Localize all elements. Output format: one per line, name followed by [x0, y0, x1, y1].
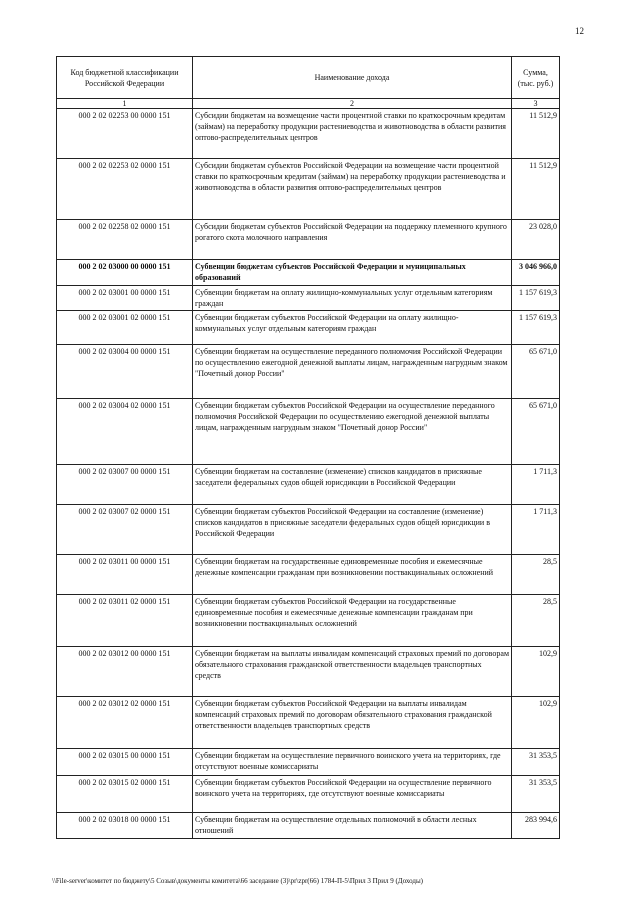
row-name: Субвенции бюджетам субъектов Российской Федерации на оплату жилищно-коммунальных услуг отдельным категориям граждан — [193, 311, 512, 345]
row-code: 000 2 02 03004 02 0000 151 — [57, 399, 193, 465]
table-row — [57, 697, 560, 749]
table-row — [57, 260, 560, 286]
table-row — [57, 647, 560, 697]
table-row — [57, 595, 560, 647]
row-code: 000 2 02 03011 00 0000 151 — [57, 555, 193, 595]
table-row — [57, 311, 560, 345]
row-name: Субвенции бюджетам на составление (изменение) списков кандидатов в присяжные заседатели федеральных судов общей юрисдикции в Российской Федерации — [193, 465, 512, 505]
table-row — [57, 345, 560, 399]
row-amount: 65 671,0 — [512, 345, 560, 399]
row-code: 000 2 02 03007 00 0000 151 — [57, 465, 193, 505]
row-amount: 3 046 966,0 — [512, 260, 560, 286]
row-name: Субсидии бюджетам на возмещение части процентной ставки по краткосрочным кредитам (займам) на переработку продукции растениеводства и животноводства в области развития оптово-распределительных центров — [193, 109, 512, 159]
row-code: 000 2 02 02258 02 0000 151 — [57, 220, 193, 260]
row-name: Субвенции бюджетам на осуществление переданного полномочия Российской Федерации по осуществлению ежегодной денежной выплаты лицам, награжденным нагрудным знаком "Почетный донор России" — [193, 345, 512, 399]
row-amount: 1 157 619,3 — [512, 286, 560, 311]
row-code: 000 2 02 02253 02 0000 151 — [57, 159, 193, 220]
row-code: 000 2 02 03012 00 0000 151 — [57, 647, 193, 697]
column-number-3: 3 — [512, 99, 560, 109]
row-name: Субвенции бюджетам субъектов Российской Федерации на составление (изменение) списков кандидатов в присяжные заседатели федеральных судов общей юрисдикции в Российской Федерации — [193, 505, 512, 555]
row-code: 000 2 02 03018 00 0000 151 — [57, 813, 193, 839]
row-amount: 283 994,6 — [512, 813, 560, 839]
row-name: Субвенции бюджетам субъектов Российской Федерации на осуществление первичного воинского учета на территориях, где отсутствуют военные комиссариаты — [193, 776, 512, 813]
row-amount: 28,5 — [512, 595, 560, 647]
header-code: Код бюджетной классификации Российской Федерации — [57, 57, 193, 99]
row-code: 000 2 02 03007 02 0000 151 — [57, 505, 193, 555]
page-number: 12 — [575, 26, 584, 36]
table-row — [57, 286, 560, 311]
row-name: Субсидии бюджетам субъектов Российской Федерации на возмещение части процентной ставки по краткосрочным кредитам (займам) на переработку продукции растениеводства и животноводства в области развития оптово-распределительных центров — [193, 159, 512, 220]
table-row — [57, 220, 560, 260]
revenue-table — [56, 56, 560, 839]
column-number-1: 1 — [57, 99, 193, 109]
row-amount: 23 028,0 — [512, 220, 560, 260]
table-row — [57, 159, 560, 220]
row-amount: 28,5 — [512, 555, 560, 595]
header-name: Наименование дохода — [193, 57, 512, 99]
row-code: 000 2 02 02253 00 0000 151 — [57, 109, 193, 159]
column-number-2: 2 — [193, 99, 512, 109]
row-code: 000 2 02 03015 00 0000 151 — [57, 749, 193, 776]
row-name: Субвенции бюджетам субъектов Российской Федерации и муниципальных образований — [193, 260, 512, 286]
row-code: 000 2 02 03011 02 0000 151 — [57, 595, 193, 647]
header-amount: Сумма, (тыс. руб.) — [512, 57, 560, 99]
table-row — [57, 505, 560, 555]
row-code: 000 2 02 03000 00 0000 151 — [57, 260, 193, 286]
row-code: 000 2 02 03015 02 0000 151 — [57, 776, 193, 813]
table-row — [57, 109, 560, 159]
table-row — [57, 399, 560, 465]
row-name: Субвенции бюджетам субъектов Российской Федерации на осуществление переданного полномочия Российской Федерации по осуществлению ежегодной денежной выплаты лицам, награжденным нагрудным знаком "Почетный донор России" — [193, 399, 512, 465]
row-amount: 1 711,3 — [512, 505, 560, 555]
table-row — [57, 465, 560, 505]
row-name: Субвенции бюджетам субъектов Российской Федерации на государственные единовременные пособия и ежемесячные денежные компенсации гражданам при возникновении поствакцинальных осложнений — [193, 595, 512, 647]
row-name: Субвенции бюджетам на осуществление первичного воинского учета на территориях, где отсутствуют военные комиссариаты — [193, 749, 512, 776]
row-name: Субвенции бюджетам на оплату жилищно-коммунальных услуг отдельным категориям граждан — [193, 286, 512, 311]
row-amount: 1 711,3 — [512, 465, 560, 505]
row-code: 000 2 02 03004 00 0000 151 — [57, 345, 193, 399]
row-amount: 31 353,5 — [512, 776, 560, 813]
row-code: 000 2 02 03012 02 0000 151 — [57, 697, 193, 749]
row-name: Субвенции бюджетам на осуществление отдельных полномочий в области лесных отношений — [193, 813, 512, 839]
table-row — [57, 555, 560, 595]
row-amount: 102,9 — [512, 697, 560, 749]
row-amount: 31 353,5 — [512, 749, 560, 776]
row-amount: 11 512,9 — [512, 109, 560, 159]
table-row — [57, 749, 560, 776]
row-name: Субсидии бюджетам субъектов Российской Федерации на поддержку племенного крупного рогатого скота молочного направления — [193, 220, 512, 260]
row-name: Субвенции бюджетам субъектов Российской Федерации на выплаты инвалидам компенсаций страховых премий по договорам обязательного страхования гражданской ответственности владельцев транспортных средств — [193, 697, 512, 749]
row-name: Субвенции бюджетам на выплаты инвалидам компенсаций страховых премий по договорам обязательного страхования гражданской ответственности владельцев транспортных средств — [193, 647, 512, 697]
row-name: Субвенции бюджетам на государственные единовременные пособия и ежемесячные денежные компенсации гражданам при возникновении поствакцинальных осложнений — [193, 555, 512, 595]
row-amount: 1 157 619,3 — [512, 311, 560, 345]
row-code: 000 2 02 03001 02 0000 151 — [57, 311, 193, 345]
table-row — [57, 813, 560, 839]
table-row — [57, 776, 560, 813]
row-amount: 11 512,9 — [512, 159, 560, 220]
row-amount: 65 671,0 — [512, 399, 560, 465]
row-amount: 102,9 — [512, 647, 560, 697]
row-code: 000 2 02 03001 00 0000 151 — [57, 286, 193, 311]
file-path-footer: \\File-server\комитет по бюджету\5 Созыв\документы комитета\66 заседание (3)\pr\zpr(66) 1784-П-5\Прил 3 Прил 9 (Доходы) — [52, 877, 424, 885]
